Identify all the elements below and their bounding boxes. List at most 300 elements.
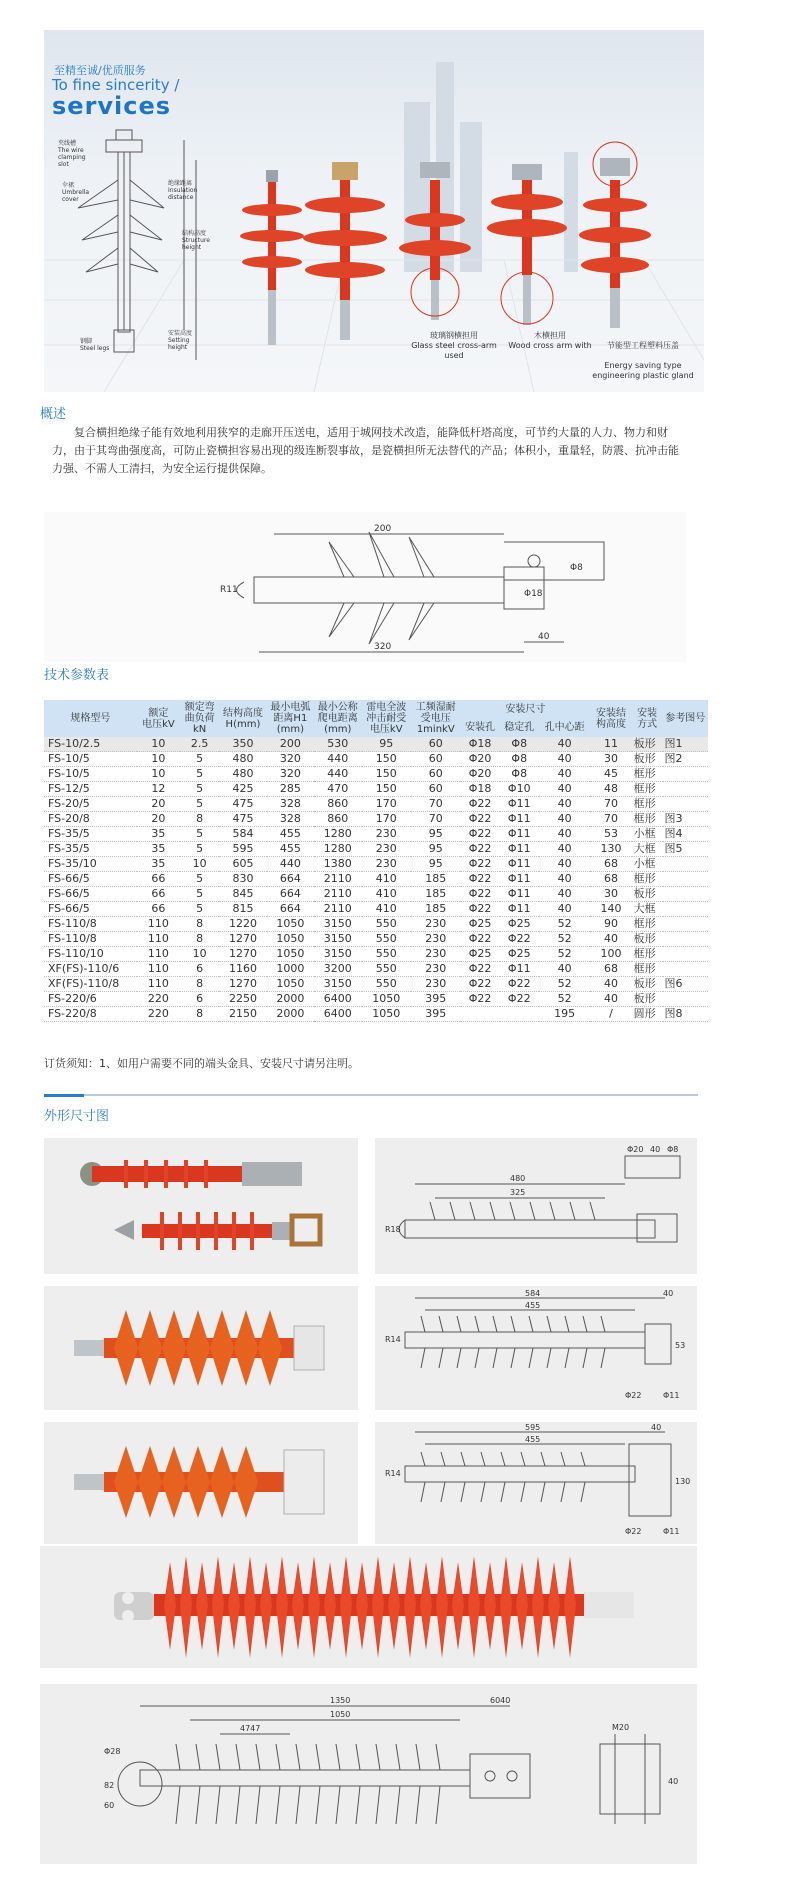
drawing-fin — [396, 1786, 400, 1824]
table-cell: 3150 — [314, 977, 361, 992]
table-cell: 1050 — [362, 1007, 411, 1022]
dim-1050: 1050 — [330, 1710, 351, 1719]
th-center: 孔中心距 — [539, 719, 591, 738]
table-cell: Φ22 — [460, 977, 499, 992]
table-cell: 5 — [180, 872, 219, 887]
table-cell: FS-220/8 — [44, 1007, 137, 1022]
table-cell — [663, 767, 708, 782]
table-cell: 1050 — [267, 977, 314, 992]
table-cell: 230 — [411, 932, 460, 947]
insulator-fin — [244, 1556, 256, 1605]
table-cell: FS-110/10 — [44, 947, 137, 962]
insulator-fin — [212, 1556, 224, 1605]
table-cell: 8 — [180, 977, 219, 992]
table-cell: 550 — [362, 917, 411, 932]
insulator-fin — [260, 1562, 272, 1605]
drawing-fin — [436, 1786, 440, 1824]
table-row — [44, 812, 708, 827]
table-cell: 5 — [180, 842, 219, 857]
dim-40: 40 — [668, 1777, 679, 1786]
drawing-fin — [196, 1744, 200, 1770]
dim-r11: R11 — [220, 585, 238, 595]
table-cell: 框形 — [632, 797, 663, 812]
table-cell: 10 — [180, 947, 219, 962]
insulator-fin — [180, 1605, 192, 1658]
dimension-drawing-1 — [44, 512, 686, 662]
drawing-fin — [196, 1786, 200, 1824]
table-cell: 5 — [180, 902, 219, 917]
table-cell: 68 — [590, 857, 631, 872]
drawing-fin — [416, 1786, 420, 1824]
section-divider-accent — [44, 1094, 84, 1097]
table-cell: 230 — [362, 827, 411, 842]
table-cell: 20 — [137, 812, 180, 827]
th-mount: 安装结 构高度 — [590, 700, 631, 737]
table-cell: 40 — [539, 737, 591, 752]
table-cell: 475 — [219, 797, 266, 812]
table-cell: 475 — [219, 812, 266, 827]
dim-phi22: Φ22 — [625, 1527, 642, 1536]
table-row — [44, 887, 708, 902]
table-cell: 90 — [590, 917, 631, 932]
table-cell: Φ25 — [500, 917, 539, 932]
table-cell: 664 — [267, 887, 314, 902]
table-cell: 8 — [180, 812, 219, 827]
table-row — [44, 1007, 708, 1022]
drawing-fin — [236, 1786, 240, 1824]
table-cell: 40 — [590, 977, 631, 992]
table-cell: 395 — [411, 992, 460, 1007]
table-cell: Φ11 — [500, 887, 539, 902]
table-cell: FS-10/5 — [44, 767, 137, 782]
table-cell: 110 — [137, 947, 180, 962]
table-cell: XF(FS)-110/6 — [44, 962, 137, 977]
table-cell: Φ22 — [460, 812, 499, 827]
banner-tagline-cn: 至精至诚/优质服务 — [54, 64, 146, 77]
table-cell: 图1 — [663, 737, 708, 752]
th-fig: 参考图号 — [663, 700, 708, 737]
table-cell: 5 — [180, 887, 219, 902]
drawing-fin — [236, 1744, 240, 1770]
table-row — [44, 947, 708, 962]
table-cell: 200 — [267, 737, 314, 752]
dim-r14: R14 — [385, 1335, 401, 1344]
dim-4747: 4747 — [240, 1724, 261, 1733]
outline-heading: 外形尺寸图 — [44, 1109, 110, 1124]
table-cell: 230 — [411, 917, 460, 932]
table-row — [44, 917, 708, 932]
table-cell: 664 — [267, 902, 314, 917]
table-cell: Φ11 — [500, 902, 539, 917]
table-cell — [663, 992, 708, 1007]
dim-325: 325 — [510, 1188, 526, 1197]
insulator-fin — [516, 1562, 528, 1605]
table-cell: Φ18 — [460, 737, 499, 752]
table-cell: 1220 — [219, 917, 266, 932]
dim-584: 584 — [525, 1289, 541, 1298]
table-cell: 8 — [180, 932, 219, 947]
insulator-fin — [420, 1605, 432, 1650]
table-cell: 6 — [180, 992, 219, 1007]
table-cell: 320 — [267, 767, 314, 782]
drawing-fin — [356, 1786, 360, 1824]
table-cell: 45 — [590, 767, 631, 782]
table-cell: 185 — [411, 872, 460, 887]
insulator-fin — [548, 1605, 560, 1650]
table-cell: 框形 — [632, 872, 663, 887]
table-cell: 1160 — [219, 962, 266, 977]
table-cell: 410 — [362, 887, 411, 902]
table-cell: Φ22 — [460, 857, 499, 872]
table-cell: 584 — [219, 827, 266, 842]
table-cell: Φ22 — [500, 932, 539, 947]
table-cell — [663, 857, 708, 872]
insulator-fin — [516, 1605, 528, 1650]
table-cell: 1050 — [267, 917, 314, 932]
caption-cn: 玻璃钢横担用 — [430, 331, 478, 340]
table-row — [44, 842, 708, 857]
dim-40: 40 — [663, 1289, 674, 1298]
insulator-fin — [356, 1562, 368, 1605]
table-cell: 100 — [590, 947, 631, 962]
table-cell: Φ8 — [500, 737, 539, 752]
table-cell: 470 — [314, 782, 361, 797]
drawing-fin — [436, 1744, 440, 1770]
table-cell: 30 — [590, 887, 631, 902]
insulator-fin — [468, 1556, 480, 1605]
insulator-fin — [388, 1562, 400, 1605]
table-cell: 5 — [180, 767, 219, 782]
section-divider — [44, 1094, 698, 1096]
table-cell: 440 — [267, 857, 314, 872]
table-cell: 52 — [539, 932, 591, 947]
table-cell: 12 — [137, 782, 180, 797]
table-cell — [663, 797, 708, 812]
table-cell: 110 — [137, 962, 180, 977]
table-cell: 3150 — [314, 917, 361, 932]
table-cell: FS-110/8 — [44, 932, 137, 947]
table-cell: FS-10/2.5 — [44, 737, 137, 752]
table-cell: Φ11 — [500, 857, 539, 872]
table-cell: 6400 — [314, 1007, 361, 1022]
table-cell: Φ11 — [500, 827, 539, 842]
table-cell: FS-12/5 — [44, 782, 137, 797]
drawing-fin — [276, 1744, 280, 1770]
drawing-fin — [216, 1786, 220, 1824]
insulator-fin — [564, 1556, 576, 1605]
table-cell: 5 — [180, 752, 219, 767]
table-cell: FS-20/8 — [44, 812, 137, 827]
table-cell: 11 — [590, 737, 631, 752]
label-umbrella: 伞裙 Umbrella cover — [62, 182, 90, 203]
table-cell: 140 — [590, 902, 631, 917]
insulator-fin — [196, 1605, 208, 1650]
table-cell: 板形 — [632, 887, 663, 902]
table-cell: Φ22 — [460, 992, 499, 1007]
insulator-fin — [388, 1605, 400, 1650]
label-insulation: 绝缘距离 Insulation distance — [168, 180, 198, 201]
drawing-fin — [376, 1744, 380, 1770]
dim-455: 455 — [525, 1435, 541, 1444]
drawing-fin — [416, 1744, 420, 1770]
drawing-fig-3 — [375, 1286, 697, 1410]
label-leg: 钢脚 Steel legs — [80, 338, 110, 352]
table-cell: Φ22 — [460, 827, 499, 842]
insulator-fin — [340, 1556, 352, 1605]
table-cell: 66 — [137, 887, 180, 902]
table-cell: / — [590, 1007, 631, 1022]
table-cell: 圆形 — [632, 1007, 663, 1022]
th-fix: 稳定孔 — [500, 719, 539, 738]
table-cell — [663, 947, 708, 962]
insulator-fin — [468, 1605, 480, 1658]
table-cell: 框形 — [632, 917, 663, 932]
th-install: 安装尺寸 — [460, 700, 590, 719]
insulator-fin — [564, 1605, 576, 1658]
drawing-fig-6-svg — [40, 1684, 697, 1864]
table-cell: Φ20 — [460, 767, 499, 782]
table-cell: 1000 — [267, 962, 314, 977]
table-cell: 110 — [137, 917, 180, 932]
table-cell: 40 — [539, 887, 591, 902]
table-cell: 图2 — [663, 752, 708, 767]
table-cell: Φ22 — [460, 902, 499, 917]
dim-m20: M20 — [612, 1723, 630, 1732]
table-row — [44, 872, 708, 887]
table-cell: Φ11 — [500, 797, 539, 812]
table-cell: Φ11 — [500, 812, 539, 827]
caption-en: Glass steel cross-arm used — [411, 341, 497, 360]
table-cell: 40 — [539, 797, 591, 812]
insulator-fin — [532, 1605, 544, 1658]
table-cell: 35 — [137, 857, 180, 872]
insulator-fin — [484, 1562, 496, 1605]
table-cell: 图6 — [663, 977, 708, 992]
table-cell: 3150 — [314, 947, 361, 962]
table-cell: 440 — [314, 752, 361, 767]
table-cell: 185 — [411, 902, 460, 917]
photo-fig-1-2-svg — [44, 1138, 358, 1274]
table-cell: 小框 — [632, 857, 663, 872]
table-cell: 2110 — [314, 902, 361, 917]
table-cell — [663, 962, 708, 977]
table-cell: 2110 — [314, 887, 361, 902]
table-cell: 10 — [137, 767, 180, 782]
dim-phi8: Φ8 — [667, 1145, 679, 1154]
th-load: 额定弯 曲负荷 kN — [180, 700, 219, 737]
table-cell: 8 — [180, 1007, 219, 1022]
th-arc: 最小电弧 距离H1 (mm) — [267, 700, 314, 737]
table-cell: 2250 — [219, 992, 266, 1007]
insulator-fin — [532, 1556, 544, 1605]
dim-r14: R14 — [385, 1469, 401, 1478]
insulator-fin — [212, 1605, 224, 1658]
table-cell: 95 — [362, 737, 411, 752]
drawing-fin — [376, 1786, 380, 1824]
table-cell: 328 — [267, 812, 314, 827]
caption-cn: 节能型工程塑料压盖 — [607, 341, 679, 350]
banner-title: services — [52, 92, 172, 120]
drawing-fin — [296, 1744, 300, 1770]
dim-130: 130 — [675, 1477, 691, 1486]
drawing-fin — [316, 1786, 320, 1824]
table-cell: XF(FS)-110/8 — [44, 977, 137, 992]
table-cell: 图5 — [663, 842, 708, 857]
insulator-fin — [196, 1562, 208, 1605]
table-cell: FS-66/5 — [44, 902, 137, 917]
table-cell: 1270 — [219, 977, 266, 992]
table-cell: 40 — [539, 752, 591, 767]
dim-455: 455 — [525, 1301, 541, 1310]
table-cell: 70 — [590, 812, 631, 827]
insulator-fin — [164, 1605, 176, 1650]
insulator-fin — [548, 1562, 560, 1605]
table-cell: 550 — [362, 962, 411, 977]
table-cell — [663, 887, 708, 902]
table-cell: 60 — [411, 752, 460, 767]
dim-phi8: Φ8 — [570, 563, 583, 573]
table-cell: 8 — [180, 917, 219, 932]
dim-phi11: Φ11 — [663, 1391, 680, 1400]
th-voltage: 额定 电压kV — [137, 700, 180, 737]
table-cell: 320 — [267, 752, 314, 767]
table-row — [44, 827, 708, 842]
table-cell: 68 — [590, 872, 631, 887]
overview-text: 复合横担绝缘子能有效地利用狭窄的走廊开压送电，适用于城网技术改造，能降低杆塔高度，可节约大量的人力、物力和财力，由于其弯曲强度高，可防止瓷横担容易出现的级连断裂事故，是瓷横担所无法替代的产品；体积小，重量轻，防震、抗冲击能力强、不需人工清扫，为安全运行提供保障。 — [52, 426, 679, 475]
th-hole: 安装孔 — [460, 719, 499, 738]
dim-40: 40 — [538, 632, 550, 642]
table-cell: 170 — [362, 812, 411, 827]
table-cell — [663, 932, 708, 947]
table-cell: 60 — [411, 767, 460, 782]
table-cell: 40 — [539, 827, 591, 842]
table-cell: 550 — [362, 932, 411, 947]
table-cell: Φ8 — [500, 752, 539, 767]
insulator-fin — [308, 1605, 320, 1658]
table-cell: 150 — [362, 752, 411, 767]
dim-phi22: Φ22 — [625, 1391, 642, 1400]
drawing-fig-2-svg — [375, 1138, 697, 1274]
table-cell: 53 — [590, 827, 631, 842]
insulator-fin — [500, 1556, 512, 1605]
insulator-fin — [276, 1556, 288, 1605]
drawing-fin — [356, 1744, 360, 1770]
insulator-fin — [372, 1605, 384, 1658]
table-cell: 图4 — [663, 827, 708, 842]
table-cell: Φ25 — [460, 917, 499, 932]
table-cell: Φ11 — [500, 962, 539, 977]
table-cell: Φ8 — [500, 767, 539, 782]
table-cell: 480 — [219, 752, 266, 767]
table-cell: Φ22 — [460, 932, 499, 947]
table-cell: 395 — [411, 1007, 460, 1022]
table-cell: 1380 — [314, 857, 361, 872]
drawing-fin — [336, 1786, 340, 1824]
table-cell: 60 — [411, 782, 460, 797]
table-cell: FS-220/6 — [44, 992, 137, 1007]
table-cell: 40 — [539, 767, 591, 782]
table-cell: 图3 — [663, 812, 708, 827]
insulator-fin — [180, 1556, 192, 1605]
table-cell: Φ22 — [460, 842, 499, 857]
drawing-fin — [256, 1744, 260, 1770]
th-creep: 最小公称 爬电距离 (mm) — [314, 700, 361, 737]
table-cell: 860 — [314, 797, 361, 812]
dim-phi28: Φ28 — [104, 1747, 121, 1756]
insulator-fin — [228, 1562, 240, 1605]
insulator-fin — [276, 1605, 288, 1658]
table-cell: 30 — [590, 752, 631, 767]
table-cell: 框形 — [632, 962, 663, 977]
table-cell: 40 — [539, 962, 591, 977]
table-cell: 2000 — [267, 992, 314, 1007]
insulator-3 — [399, 162, 471, 320]
table-cell — [460, 1007, 499, 1022]
dim-phi18: Φ18 — [524, 589, 543, 599]
drawing-fig-4-svg — [375, 1422, 697, 1544]
table-cell: 230 — [411, 947, 460, 962]
label-clamp: 夹线槽 The wire clamping slot — [58, 140, 86, 168]
dim-200: 200 — [374, 524, 392, 534]
table-cell: 40 — [539, 812, 591, 827]
table-cell: 5 — [180, 797, 219, 812]
table-cell: 664 — [267, 872, 314, 887]
insulator-fin — [228, 1605, 240, 1650]
table-cell: 350 — [219, 737, 266, 752]
drawing-fin — [176, 1786, 180, 1824]
table-cell: 板形 — [632, 977, 663, 992]
table-cell: 10 — [180, 857, 219, 872]
table-cell: 板形 — [632, 932, 663, 947]
table-cell: 40 — [539, 902, 591, 917]
table-cell: FS-35/10 — [44, 857, 137, 872]
table-cell: 框形 — [632, 947, 663, 962]
table-cell: 230 — [362, 842, 411, 857]
table-cell: 40 — [590, 932, 631, 947]
table-cell: 845 — [219, 887, 266, 902]
drawing-fin — [396, 1744, 400, 1770]
table-cell: 230 — [411, 977, 460, 992]
table-cell — [500, 1007, 539, 1022]
table-cell: 图8 — [663, 1007, 708, 1022]
table-cell: 35 — [137, 827, 180, 842]
table-cell: 95 — [411, 842, 460, 857]
insulator-fin — [340, 1605, 352, 1658]
drawing-fin — [216, 1744, 220, 1770]
table-cell: 455 — [267, 842, 314, 857]
table-cell: 板形 — [632, 752, 663, 767]
table-cell: FS-66/5 — [44, 887, 137, 902]
table-cell: 110 — [137, 977, 180, 992]
table-cell: 40 — [590, 992, 631, 1007]
table-cell: Φ18 — [460, 782, 499, 797]
dim-320: 320 — [374, 642, 392, 652]
table-row — [44, 932, 708, 947]
table-cell: Φ22 — [460, 872, 499, 887]
table-cell: 1270 — [219, 932, 266, 947]
photo-fig-3-svg — [44, 1286, 358, 1410]
order-note: 订货须知：1、如用户需要不同的端头金具、安装尺寸请另注明。 — [44, 1057, 359, 1070]
table-cell: 6400 — [314, 992, 361, 1007]
table-cell: 60 — [411, 737, 460, 752]
th-model: 规格型号 — [44, 700, 137, 737]
table-cell: 66 — [137, 902, 180, 917]
table-cell: FS-35/5 — [44, 827, 137, 842]
table-cell: FS-110/8 — [44, 917, 137, 932]
insulator-fin — [308, 1556, 320, 1605]
table-cell: 40 — [539, 857, 591, 872]
table-cell: Φ22 — [500, 992, 539, 1007]
